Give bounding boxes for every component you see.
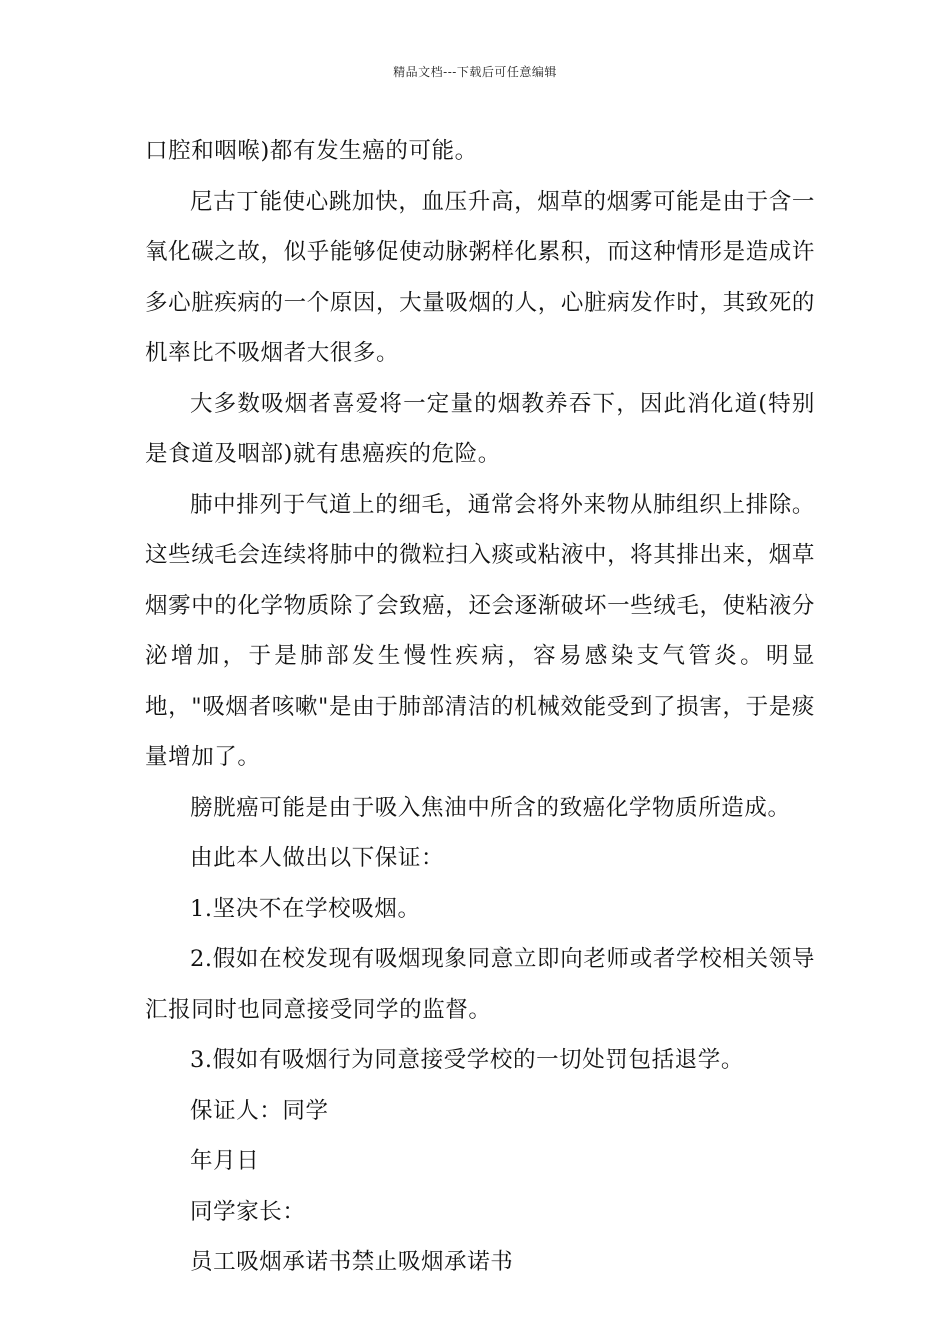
next-section-title: 员工吸烟承诺书禁止吸烟承诺书	[190, 1249, 514, 1275]
parent-line: 同学家长：	[190, 1198, 306, 1225]
pledge-item-2: 2.假如在校发现有吸烟现象同意立即向老师或者学校相关领导汇报同时也同意接受同学的监督。	[145, 946, 815, 1023]
paragraph-nicotine-heart: 尼古丁能使心跳加快，血压升高，烟草的烟雾可能是由于含一氧化碳之故，似乎能够促使动脉粥样化累积，而这种情形是造成许多心脏疾病的一个原因，大量吸烟的人，心脏病发作时，其致死的机率比不吸烟者大很多。	[145, 188, 815, 366]
paragraph-digestive-tract: 大多数吸烟者喜爱将一定量的烟教养吞下，因此消化道(特别是食道及咽部)就有患癌疾的危险。	[145, 390, 815, 467]
paragraph-oral-cancer: 口腔和咽喉)都有发生癌的可能。	[145, 138, 478, 164]
paragraph-pledge-intro: 由此本人做出以下保证：	[190, 845, 445, 871]
paragraph-bladder-cancer: 膀胱癌可能是由于吸入焦油中所含的致癌化学物质所造成。	[190, 794, 791, 821]
guarantor-line: 保证人：同学	[190, 1097, 329, 1124]
document-body	[145, 126, 815, 1288]
date-line: 年月日	[190, 1148, 260, 1174]
page-header: 精品文档---下载后可任意编辑	[393, 65, 557, 79]
pledge-item-3: 3.假如有吸烟行为同意接受学校的一切处罚包括退学。	[190, 1047, 744, 1073]
pledge-item-1: 1.坚决不在学校吸烟。	[190, 895, 421, 922]
paragraph-lung-cilia: 肺中排列于气道上的细毛，通常会将外来物从肺组织上排除。这些绒毛会连续将肺中的微粒扫入痰或粘液中，将其排出来，烟草烟雾中的化学物质除了会致癌，还会逐渐破坏一些绒毛，使粘液分泌增加，于是肺部发生慢性疾病，容易感染支气管炎。明显地，"吸烟者咳嗽"是由于肺部清洁的机械效能受到了损害，于是痰量增加了。	[145, 491, 815, 770]
